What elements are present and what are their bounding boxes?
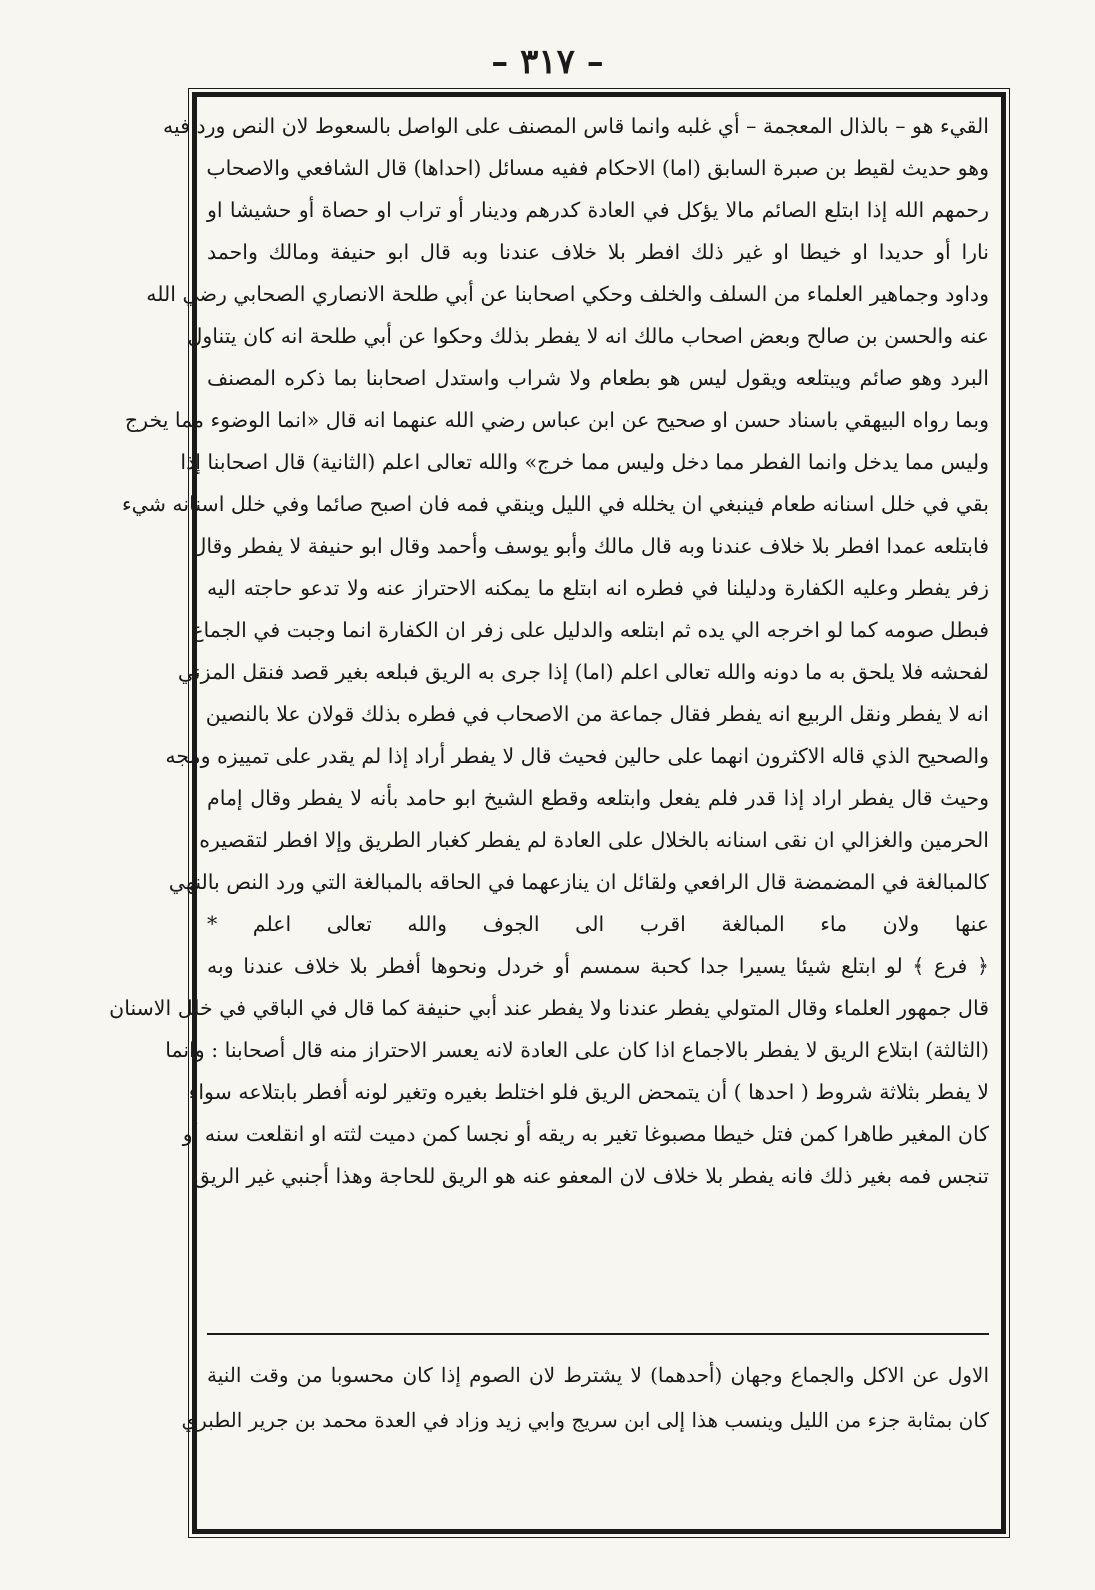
- text-line: رحمهم الله إذا ابتلع الصائم مالا يؤكل في العادة كدرهم ودينار أو تراب او حصاة أو حشيشا او: [207, 198, 989, 222]
- text-line: وبما رواه البيهقي باسناد حسن او صحيح عن ابن عباس رضي الله عنهما انه قال «انما الوضوء مما يخرج: [124, 408, 989, 432]
- text-line: زفر يفطر وعليه الكفارة ودليلنا في فطره انه ابتلع ما يمكنه الاحتراز عنه ولا تدعو حاجته اليه: [207, 576, 989, 600]
- text-line: فبطل صومه كما لو اخرجه الي يده ثم ابتلعه والدليل على زفر ان الكفارة انما وجبت في الجماع: [191, 618, 989, 642]
- text-line: عنه والحسن بن صالح وبعض اصحاب مالك انه لا يفطر بذلك وحكوا عن أبي طلحة انه كان يتناول: [187, 324, 989, 348]
- footnote-line: كان بمثابة جزء من الليل وينسب هذا إلى ابن سريج وابي زيد وزاد في العدة محمد بن جرير الطبري: [181, 1408, 989, 1432]
- text-line: البرد وهو صائم ويبتلعه ويقول ليس هو بطعام ولا شراب واستدل اصحابنا بما ذكره المصنف: [207, 366, 989, 390]
- main-text: [109, 105, 989, 1320]
- text-line: ﴿ فرع ﴾ لو ابتلع شيئا يسيرا جدا كحبة سمسم أو خردل ونحوها أفطر بلا خلاف عندنا وبه: [207, 954, 989, 978]
- text-line: (الثالثة) ابتلاع الريق لا يفطر بالاجماع اذا كان على العادة لانه يعسر الاحتراز منه قال أصحابنا : وانما: [165, 1038, 989, 1062]
- text-line: بقي في خلل اسنانه طعام فينبغي ان يخلله في الليل وينقي فمه فان اصبح صائما وفي خلل اسنانه شيء: [121, 492, 989, 516]
- text-line: وليس مما يدخل وانما الفطر مما دخل وليس مما خرج» والله تعالى اعلم (الثانية) قال اصحابنا إذا: [180, 450, 989, 474]
- text-line: الحرمين والغزالي ان نقى اسنانه بالخلال على العادة لم يفطر كغبار الطريق وإلا افطر لتقصيره: [199, 828, 989, 852]
- page-number: – ٣١٧ –: [491, 42, 604, 82]
- text-line: وحيث قال يفطر اراد إذا قدر فلم يفعل وابتلعه وقطع الشيخ ابو حامد بأنه لا يفطر وقال إمام: [207, 786, 989, 810]
- footnote-line: الاول عن الاكل والجماع وجهان (أحدهما) لا يشترط لان الصوم إذا كان محسوبا من وقت النية: [207, 1363, 989, 1387]
- text-line: والصحيح الذي قاله الاكثرون انهما على حالين فحيث قال لا يفطر أراد إذا لم يقدر على تمييزه ومجه: [165, 744, 989, 768]
- text-line: نارا أو حديدا او خيطا او غير ذلك افطر بلا خلاف عندنا وبه قال ابو حنيفة ومالك واحمد: [207, 240, 989, 264]
- text-line: كان المغير طاهرا كمن فتل خيطا مصبوغا تغير به ريقه أو نجسا كمن دميت لثته او انقلعت سنه أو: [182, 1122, 989, 1146]
- text-line: فابتلعه عمدا افطر بلا خلاف عندنا وبه قال مالك وأبو يوسف وأحمد وقال ابو حنيفة لا يفطر وقال: [191, 534, 989, 558]
- text-line: القيء هو – بالذال المعجمة – أي غلبه وانما قاس المصنف على الواصل بالسعوط لان النص ورد فيه: [163, 114, 989, 138]
- text-line: وداود وجماهير العلماء من السلف والخلف وحكي اصحابنا عن أبي طلحة الانصاري الصحابي رضي الله: [146, 282, 989, 306]
- text-line: لا يفطر بثلاثة شروط ( احدها ) أن يتمحض الريق فلو اختلط بغيره وتغير لونه أفطر بابتلاعه سواء: [188, 1080, 989, 1104]
- text-line: عنها ولان ماء المبالغة اقرب الى الجوف والله تعالى اعلم *: [207, 912, 989, 936]
- text-line: وهو حديث لقيط بن صبرة السابق (اما) الاحكام ففيه مسائل (احداها) قال الشافعي والاصحاب: [206, 156, 989, 180]
- text-line: انه لا يفطر ونقل الربيع انه يفطر فقال جماعة من الاصحاب في فطره بذلك قولان علا بالنصين: [205, 702, 989, 726]
- text-line: لفحشه فلا يلحق به ما دونه والله تعالى اعلم (اما) إذا جرى به الريق فبلعه بغير قصد فنقل المزني: [177, 660, 989, 684]
- footnote-divider: [207, 1333, 989, 1335]
- footnote: [181, 1353, 989, 1449]
- page-frame: [109, 92, 1006, 1534]
- text-line: كالمبالغة في المضمضة قال الرافعي ولقائل ان ينازعهما في الحاقه بالمبالغة التي ورد النص بالنهي: [168, 870, 989, 894]
- text-line: تنجس فمه بغير ذلك فانه يفطر بلا خلاف لان المعفو عنه هو الريق للحاجة وهذا أجنبي غير الريق: [193, 1164, 989, 1188]
- text-line: قال جمهور العلماء وقال المتولي يفطر عندنا ولا يفطر عند أبي حنيفة كما قال في الباقي في خلل الاسنان: [109, 996, 989, 1020]
